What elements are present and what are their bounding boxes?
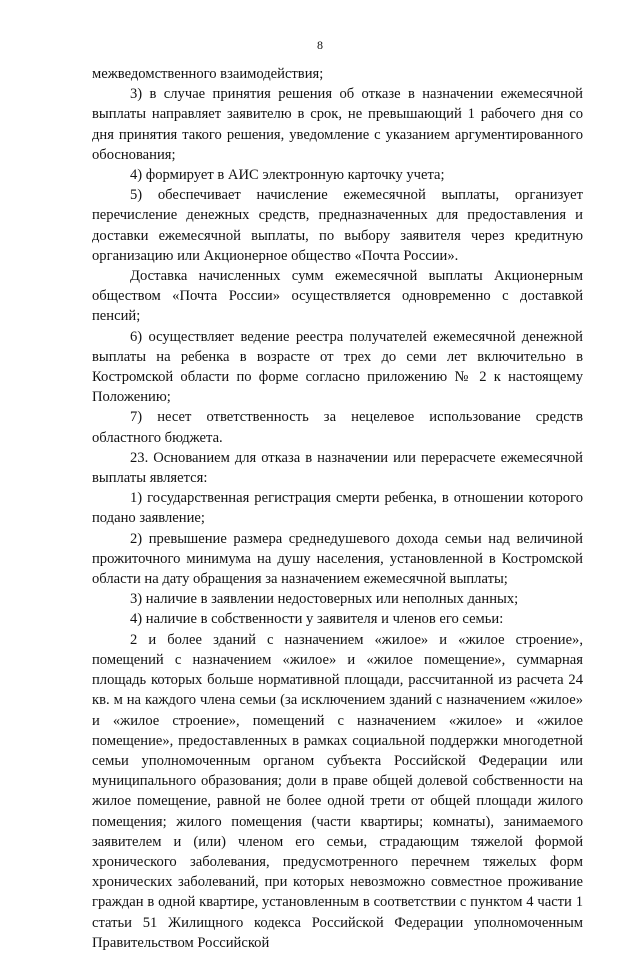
paragraph: 4) формирует в АИС электронную карточку учета;: [130, 167, 445, 184]
paragraph: 1) государственная регистрация смерти ребенка, в отношении которого подано заявление;: [92, 490, 583, 527]
paragraph: 2 и более зданий с назначением «жилое» и «жилое строение», помещений с назначением «жилое» и «жилое помещение», суммарная площадь которых больше нормативной площади, рассчитанной из расчета 24 кв. м на каждого члена семьи (за исключением зданий с назначением «жилое» и «жилое строение», помещений с назначением «жилое» и «жилое помещение», предоставленных в рамках социальной поддержки многодетной семьи уполномоченным органом субъекта Российской Федерации или муниципального образования; доли в праве общей долевой собственности на жилое помещение, равной не более одной трети от общей площади жилого помещения; жилого помещения (части квартиры; комнаты), занимаемого заявителем и (или) членом его семьи, страдающим тяжелой формой хронического заболевания, предусмотренного перечнем тяжелых форм хронических заболеваний, при которых невозможно совместное проживание граждан в одной квартире, установленным в соответствии с пунктом 4 части 1 статьи 51 Жилищного кодекса Российской Федерации уполномоченным Правительством Российской: [92, 631, 583, 951]
paragraph: 3) наличие в заявлении недостоверных или неполных данных;: [130, 591, 519, 608]
paragraph: 2) превышение размера среднедушевого дохода семьи над величиной прожиточного минимума на душу населения, установленной в Костромской области на дату обращения за назначением ежемесячной выплаты;: [92, 530, 583, 588]
paragraph: межведомственного взаимодействия;: [92, 66, 324, 82]
paragraph: 5) обеспечивает начисление ежемесячной выплаты, организует перечисление денежных средств, предназначенных для предоставления и доставки ежемесячной выплаты, по выбору заявителя через кредитную организацию или Акционерное общество «Почта России».: [92, 187, 583, 264]
paragraph: 3) в случае принятия решения об отказе в назначении ежемесячной выплаты направляет заявителю в срок, не превышающий 1 рабочего дня со дня принятия такого решения, уведомление с указанием аргументированного обоснования;: [92, 86, 583, 163]
paragraph: 7) несет ответственность за нецелевое использование средств областного бюджета.: [92, 409, 583, 446]
paragraph: 6) осуществляет ведение реестра получателей ежемесячной денежной выплаты на ребенка в возрасте от трех до семи лет включительно в Костромской области по форме согласно приложению № 2 к настоящему Положению;: [92, 328, 583, 406]
paragraph: Доставка начисленных сумм ежемесячной выплаты Акционерным обществом «Почта России» осуществляется одновременно с доставкой пенсий;: [92, 268, 583, 325]
page-number: 8: [317, 38, 323, 52]
paragraph: 4) наличие в собственности у заявителя и членов его семьи:: [130, 611, 504, 628]
paragraph: 23. Основанием для отказа в назначении или перерасчете ежемесячной выплаты является:: [92, 449, 583, 487]
page-body: [92, 64, 583, 953]
